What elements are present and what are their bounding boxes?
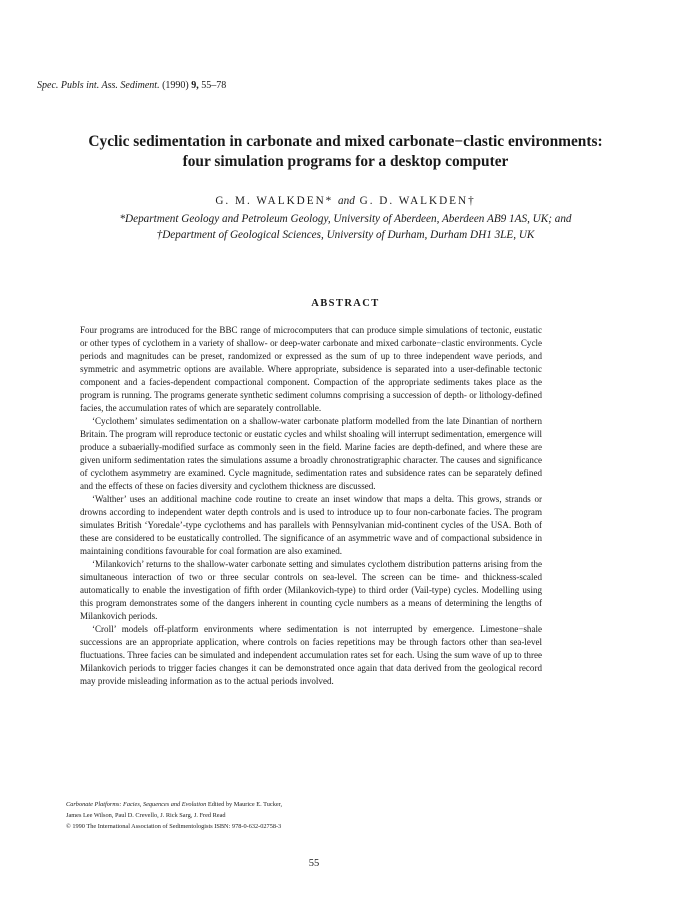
abstract-paragraph: Four programs are introduced for the BBC range of microcomputers that can produce simple simulations of tectonic, eustatic or other types of cyclothem in a variety of shallow- or deep-water carbonate and mixed carbonate−clastic environments. Cycle periods and magnitudes can be preset, randomized or expressed as the sum of up to three independent wave periods, and symmetric and asymmetric options are available. Where appropriate, subsidence is separated into a user-definable tectonic component and a facies-dependent compactional component. Compaction of the appropriate sediments takes place as the program is running. The programs generate synthetic sediment columns comprising a succession of depth- or lithology-defined facies, the accumulation rates of which are separately controllable. [80, 325, 542, 413]
author-conjunction: and [338, 195, 355, 207]
title-line-2: four simulation programs for a desktop computer [182, 153, 509, 170]
journal-series: Spec. Publs int. Ass. Sediment. [37, 80, 160, 91]
copyright: © 1990 The International Association of Sedimentologists ISBN: 978-0-632-02758-3 [66, 823, 282, 830]
title-line-1: Cyclic sedimentation in carbonate and mixed carbonate−clastic environments: [88, 133, 603, 150]
book-title: Carbonate Platforms: Facies, Sequences and Evolution [66, 801, 207, 808]
page-number: 55 [308, 858, 320, 869]
affiliation-1: *Department Geology and Petroleum Geology, University of Aberdeen, Aberdeen AB9 1AS, UK; and [119, 213, 572, 225]
editors: James Lee Wilson, Paul D. Crevello, J. Rick Sarg, J. Fred Read [66, 812, 226, 819]
paper-title [0, 132, 691, 172]
abstract-body [80, 324, 542, 688]
journal-pages: 55–78 [201, 80, 227, 91]
affiliation-2: †Department of Geological Sciences, University of Durham, Durham DH1 3LE, UK [156, 228, 535, 241]
journal-citation [37, 80, 226, 91]
author-2: G. D. WALKDEN† [359, 195, 476, 207]
abstract-heading: ABSTRACT [311, 298, 380, 309]
abstract-paragraph: ‘Walther’ uses an additional machine code routine to create an inset window that maps a delta. This grows, strands or drowns according to independent water depth controls and is used to introduce up to four non-carbonate facies. The program simulates British ‘Yoredale’-type cyclothems and has parallels with Pennsylvanian mid-continent cycles of the USA. Both of these are considered to be eustatically controlled. The significance of an asymmetric wave and of compactional subsidence in maintaining conditions favourable for coal formation are also examined. [80, 494, 542, 556]
abstract-paragraph: ‘Croll’ models off-platform environments where sedimentation is not interrupted by emergence. Limestone−shale successions are an appropriate application, where controls on facies repetitions may be through factors other than sea-level fluctuations. Three facies can be simulated and independent accumulation rates set for each. Using the sum wave of up to three Milankovich periods to trigger facies changes it can be demonstrated once again that data derived from the geological record may provide misleading information as to the actual periods involved. [80, 624, 542, 686]
journal-volume: 9, [191, 80, 199, 91]
author-1: G. M. WALKDEN* [215, 195, 334, 207]
journal-year: (1990) [162, 80, 189, 91]
abstract-paragraph: ‘Cyclothem’ simulates sedimentation on a shallow-water carbonate platform modelled from the late Dinantian of northern Britain. The program will reproduce tectonic or eustatic cycles and whilst shoaling will interrupt sedimentation, emergence will produce a subaerially-modified surface as commonly seen in the field. Marine facies are depth-defined, and where these are given uniform sedimentation rates the simulations assume a broadly chronostratigraphic character. The causes and significance of cyclothem asymmetry are examined. Cycle magnitude, sedimentation rates and subsidence rates can be separately defined and the effects of these on facies diversity and cyclothem thickness are discussed. [80, 416, 542, 491]
author-list [0, 195, 691, 207]
affiliations [0, 212, 691, 243]
edited-by: Edited by Maurice E. Tucker, [207, 801, 283, 808]
abstract-paragraph: ‘Milankovich’ returns to the shallow-water carbonate setting and simulates cyclothem distribution patterns arising from the simultaneous interaction of two or three secular controls on sea-level. The screen can be time- and thickness-scaled automatically to enable the investigation of fifth order (Milankovich-type) to third order (Vail-type) cycles. Modelling using this program demonstrates some of the dangers inherent in counting cycle numbers as a means of determining the lengths of Milankovich periods. [80, 559, 542, 621]
publication-footnote [66, 799, 282, 832]
